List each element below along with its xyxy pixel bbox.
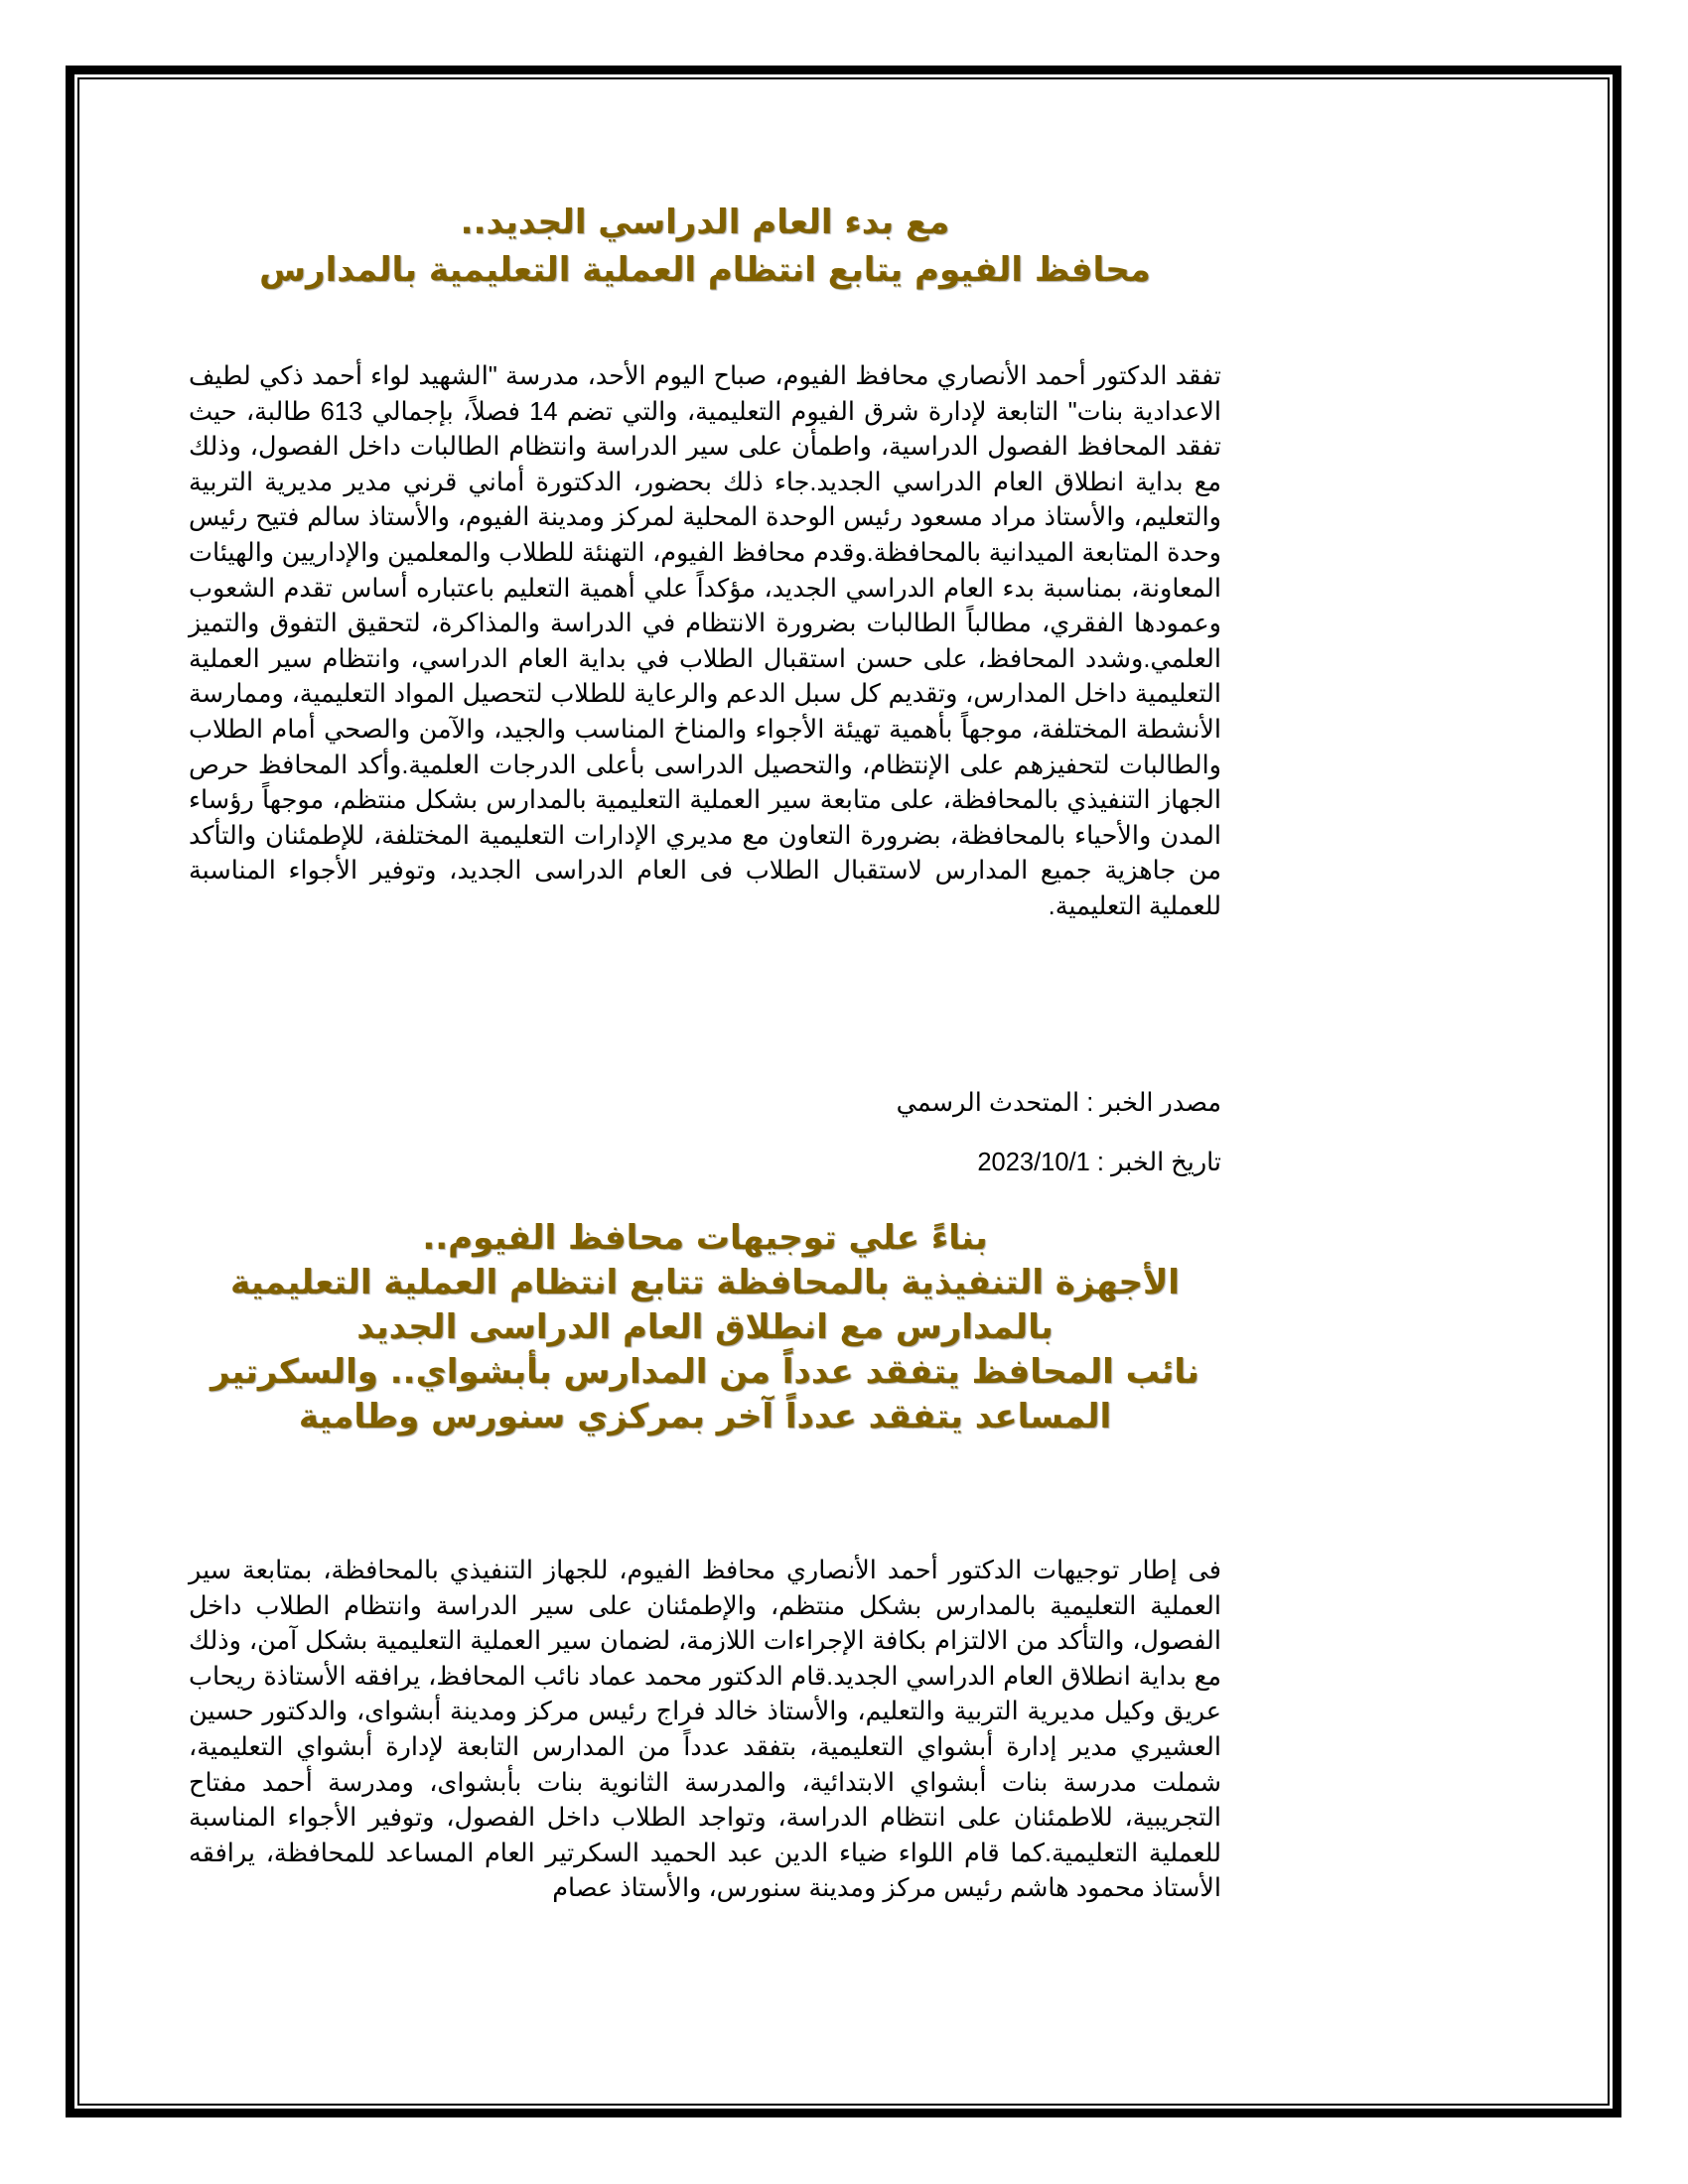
- article-1-body: تفقد الدكتور أحمد الأنصاري محافظ الفيوم، صباح اليوم الأحد، مدرسة "الشهيد لواء أحمد ذكي لطيف الاعدادية بنات" التابعة لإدارة شرق الفيوم التعليمية، والتي تضم 14 فصلاً، بإجمالي 613 طالبة، حيث تفقد المحافظ الفصول الدراسية، واطمأن على سير الدراسة وانتظام الطالبات داخل الفصول، وذلك مع بداية انطلاق العام الدراسي الجديد.جاء ذلك بحضور، الدكتورة أماني قرني مدير مديرية التربية والتعليم، والأستاذ مراد مسعود رئيس الوحدة المحلية لمركز ومدينة الفيوم، والأستاذ سالم فتيح رئيس وحدة المتابعة الميدانية بالمحافظة.وقدم محافظ الفيوم، التهنئة للطلاب والمعلمين والإداريين والهيئات المعاونة، بمناسبة بدء العام الدراسي الجديد، مؤكداً علي أهمية التعليم باعتباره أساس تقدم الشعوب وعمودها الفقري، مطالباً الطالبات بضرورة الانتظام في الدراسة والمذاكرة، لتحقيق التفوق والتميز العلمي.وشدد المحافظ، على حسن استقبال الطلاب في بداية العام الدراسي، وانتظام سير العملية التعليمية داخل المدارس، وتقديم كل سبل الدعم والرعاية للطلاب لتحصيل المواد التعليمية، وممارسة الأنشطة المختلفة، موجهاً بأهمية تهيئة الأجواء والمناخ المناسب والجيد، والآمن والصحي أمام الطلاب والطالبات لتحفيزهم على الإنتظام، والتحصيل الدراسى بأعلى الدرجات العلمية.وأكد المحافظ حرص الجهاز التنفيذي بالمحافظة، على متابعة سير العملية التعليمية بالمدارس بشكل منتظم، موجهاً رؤساء المدن والأحياء بالمحافظة، بضرورة التعاون مع مديري الإدارات التعليمية المختلفة، للإطمئنان والتأكد من جاهزية جميع المدارس لاستقبال الطلاب فى العام الدراسى الجديد، وتوفير الأجواء المناسبة للعملية التعليمية.: [189, 362, 1221, 920]
- date-value: 2023/10/1: [977, 1149, 1090, 1176]
- article-1-headline-line-1: مع بدء العام الدراسي الجديد..: [460, 203, 950, 242]
- article-2-headline-line-3: نائب المحافظ يتفقد عدداً من المدارس بأبشواي.. والسكرتير المساعد يتفقد عدداً آخر بمركزي سنورس وطامية: [211, 1352, 1199, 1436]
- article-2-headline-line-1: بناءً علي توجيهات محافظ الفيوم..: [422, 1218, 988, 1258]
- article-1-headline: [189, 199, 1221, 294]
- article-2-body: فى إطار توجيهات الدكتور أحمد الأنصاري محافظ الفيوم، للجهاز التنفيذي بالمحافظة، بمتابعة سير العملية التعليمية بالمدارس بشكل منتظم، والإطمئنان على سير الدراسة وانتظام الطلاب داخل الفصول، والتأكد من الالتزام بكافة الإجراءات اللازمة، لضمان سير العملية التعليمية بشكل آمن، وذلك مع بداية انطلاق العام الدراسي الجديد.قام الدكتور محمد عماد نائب المحافظ، يرافقه الأستاذة ريحاب عريق وكيل مديرية التربية والتعليم، والأستاذ خالد فراج رئيس مركز ومدينة أبشواى، والدكتور حسين العشيري مدير إدارة أبشواي التعليمية، بتفقد عدداً من المدارس التابعة لإدارة أبشواي التعليمية، شملت مدرسة بنات أبشواي الابتدائية، والمدرسة الثانوية بنات بأبشواى، ومدرسة أحمد مفتاح التجريبية، للاطمئنان على انتظام الدراسة، وتواجد الطلاب داخل الفصول، وتوفير الأجواء المناسبة للعملية التعليمية.كما قام اللواء ضياء الدين عبد الحميد السكرتير العام المساعد للمحافظة، يرافقه الأستاذ محمود هاشم رئيس مركز ومدينة سنورس، والأستاذ عصام: [189, 1557, 1221, 1903]
- article-1-source: [897, 1087, 1221, 1119]
- source-value: المتحدث الرسمي: [896, 1089, 1080, 1117]
- source-label: مصدر الخبر :: [1086, 1089, 1221, 1117]
- date-label: تاريخ الخبر :: [1096, 1149, 1221, 1176]
- article-2-headline-line-2: الأجهزة التنفيذية بالمحافظة تتابع انتظام العملية التعليمية بالمدارس مع انطلاق العام الدراسى الجديد: [230, 1263, 1180, 1347]
- article-2-headline: [189, 1216, 1221, 1439]
- article-1-date: [977, 1147, 1221, 1178]
- article-1-headline-line-2: محافظ الفيوم يتابع انتظام العملية التعليمية بالمدارس: [259, 250, 1151, 290]
